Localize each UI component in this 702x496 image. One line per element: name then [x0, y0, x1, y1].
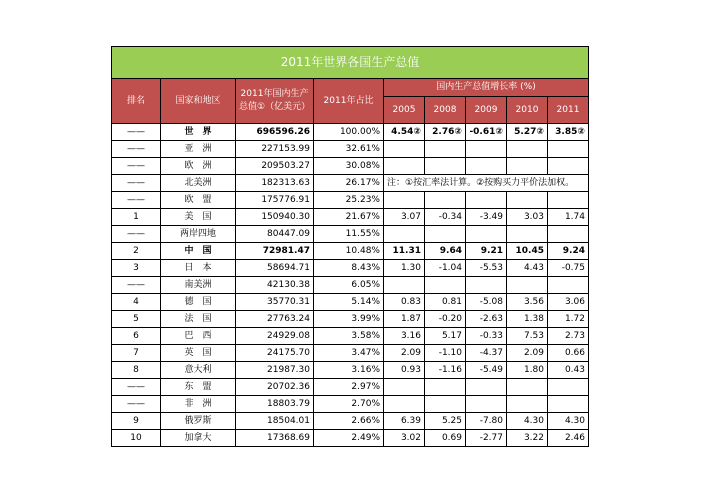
growth-cell-2005: 0.93	[384, 362, 425, 379]
growth-cell-2010: 7.53	[507, 328, 548, 345]
share-cell: 10.48%	[314, 243, 384, 260]
share-cell: 25.23%	[314, 192, 384, 209]
country-cell: 美 国	[161, 209, 236, 226]
growth-cell-2008: -0.20	[425, 311, 466, 328]
country-cell: 欧 盟	[161, 192, 236, 209]
country-cell: 德 国	[161, 294, 236, 311]
share-cell: 100.00%	[314, 124, 384, 141]
table-row	[112, 141, 589, 158]
gdp-cell: 42130.38	[236, 277, 314, 294]
table-row	[112, 362, 589, 379]
growth-cell-2009	[466, 192, 507, 209]
share-cell: 3.99%	[314, 311, 384, 328]
growth-cell-2008	[425, 226, 466, 243]
growth-cell-2009	[466, 226, 507, 243]
table-body	[112, 124, 589, 447]
table-row	[112, 328, 589, 345]
growth-cell-2010	[507, 141, 548, 158]
gdp-cell: 696596.26	[236, 124, 314, 141]
growth-cell-2008: 5.17	[425, 328, 466, 345]
share-cell: 3.47%	[314, 345, 384, 362]
share-cell: 32.61%	[314, 141, 384, 158]
country-cell: 南美洲	[161, 277, 236, 294]
growth-cell-2008	[425, 379, 466, 396]
header-gdp: 2011年国内生产总值①（亿美元）	[236, 79, 314, 124]
growth-cell-2011: 3.06	[548, 294, 589, 311]
table-row	[112, 294, 589, 311]
growth-cell-2010	[507, 192, 548, 209]
growth-cell-2010: 3.22	[507, 430, 548, 447]
share-cell: 2.97%	[314, 379, 384, 396]
growth-cell-2011	[548, 379, 589, 396]
country-cell: 非 洲	[161, 396, 236, 413]
rank-cell: ——	[112, 226, 161, 243]
table-row	[112, 158, 589, 175]
gdp-cell: 24175.70	[236, 345, 314, 362]
share-cell: 26.17%	[314, 175, 384, 192]
growth-cell-2011	[548, 277, 589, 294]
table-row	[112, 243, 589, 260]
rank-cell: ——	[112, 158, 161, 175]
gdp-table	[111, 46, 589, 447]
growth-cell-2008: -1.16	[425, 362, 466, 379]
growth-cell-2008	[425, 141, 466, 158]
growth-cell-2005: 6.39	[384, 413, 425, 430]
growth-cell-2008: 0.69	[425, 430, 466, 447]
rank-cell: 1	[112, 209, 161, 226]
growth-cell-2005	[384, 192, 425, 209]
growth-cell-2011: 1.74	[548, 209, 589, 226]
growth-cell-2011: 1.72	[548, 311, 589, 328]
gdp-cell: 17368.69	[236, 430, 314, 447]
table-row	[112, 226, 589, 243]
rank-cell: ——	[112, 396, 161, 413]
gdp-cell: 18803.79	[236, 396, 314, 413]
gdp-cell: 24929.08	[236, 328, 314, 345]
rank-cell: ——	[112, 141, 161, 158]
table-title: 2011年世界各国生产总值	[112, 47, 589, 79]
rank-cell: ——	[112, 277, 161, 294]
growth-cell-2008	[425, 277, 466, 294]
growth-cell-2005	[384, 379, 425, 396]
footnote-text: 注：①按汇率法计算。②按购买力平价法加权。	[387, 178, 575, 188]
growth-cell-2005: 3.02	[384, 430, 425, 447]
rank-cell: ——	[112, 124, 161, 141]
header-share: 2011年占比	[314, 79, 384, 124]
growth-cell-2009: -7.80	[466, 413, 507, 430]
gdp-cell: 150940.30	[236, 209, 314, 226]
growth-cell-2011	[548, 226, 589, 243]
rank-cell: 5	[112, 311, 161, 328]
growth-cell-2011	[548, 141, 589, 158]
growth-cell-2010: 10.45	[507, 243, 548, 260]
country-cell: 两岸四地	[161, 226, 236, 243]
growth-cell-2005: 3.07	[384, 209, 425, 226]
country-cell: 欧 洲	[161, 158, 236, 175]
growth-cell-2005	[384, 396, 425, 413]
growth-cell-2008: -1.10	[425, 345, 466, 362]
rank-cell: 7	[112, 345, 161, 362]
gdp-cell: 18504.01	[236, 413, 314, 430]
growth-cell-2011	[548, 158, 589, 175]
growth-cell-2005: 2.09	[384, 345, 425, 362]
growth-cell-2008: -1.04	[425, 260, 466, 277]
growth-cell-2005: 1.30	[384, 260, 425, 277]
gdp-cell: 80447.09	[236, 226, 314, 243]
gdp-cell: 21987.30	[236, 362, 314, 379]
growth-cell-2009	[466, 158, 507, 175]
growth-cell-2008: 0.81	[425, 294, 466, 311]
growth-cell-2011: 4.30	[548, 413, 589, 430]
growth-cell-2008: 5.25	[425, 413, 466, 430]
growth-cell-2009: -2.63	[466, 311, 507, 328]
rank-cell: 2	[112, 243, 161, 260]
growth-cell-2011: 0.43	[548, 362, 589, 379]
growth-cell-2009: -5.53	[466, 260, 507, 277]
country-cell: 法 国	[161, 311, 236, 328]
rank-cell: 9	[112, 413, 161, 430]
growth-cell-2010: 4.30	[507, 413, 548, 430]
growth-cell-2011: 9.24	[548, 243, 589, 260]
growth-cell-2005: 4.54②	[384, 124, 425, 141]
growth-cell-2008	[425, 396, 466, 413]
header-year-2010: 2010	[507, 97, 548, 124]
country-cell: 亚 洲	[161, 141, 236, 158]
country-cell: 意大利	[161, 362, 236, 379]
growth-cell-2011: 0.66	[548, 345, 589, 362]
gdp-cell: 227153.99	[236, 141, 314, 158]
table-row	[112, 345, 589, 362]
country-cell: 加拿大	[161, 430, 236, 447]
rank-cell: 8	[112, 362, 161, 379]
header-rank: 排名	[112, 79, 161, 124]
table-row	[112, 311, 589, 328]
growth-cell-2005: 0.83	[384, 294, 425, 311]
growth-cell-2011: 2.46	[548, 430, 589, 447]
share-cell: 5.14%	[314, 294, 384, 311]
growth-cell-2008: -0.34	[425, 209, 466, 226]
growth-cell-2011: 3.85②	[548, 124, 589, 141]
rank-cell: 4	[112, 294, 161, 311]
country-cell: 东 盟	[161, 379, 236, 396]
table-row	[112, 396, 589, 413]
share-cell: 2.66%	[314, 413, 384, 430]
share-cell: 8.43%	[314, 260, 384, 277]
growth-cell-2010: 2.09	[507, 345, 548, 362]
share-cell: 6.05%	[314, 277, 384, 294]
country-cell: 世 界	[161, 124, 236, 141]
growth-cell-2010	[507, 226, 548, 243]
table-row	[112, 277, 589, 294]
growth-cell-2009: -4.37	[466, 345, 507, 362]
table-row	[112, 413, 589, 430]
share-cell: 3.16%	[314, 362, 384, 379]
gdp-cell: 72981.47	[236, 243, 314, 260]
growth-cell-2009: 9.21	[466, 243, 507, 260]
share-cell: 21.67%	[314, 209, 384, 226]
country-cell: 日 本	[161, 260, 236, 277]
growth-cell-2009: -5.49	[466, 362, 507, 379]
country-cell: 英 国	[161, 345, 236, 362]
growth-cell-2009	[466, 379, 507, 396]
country-cell: 北美洲	[161, 175, 236, 192]
rank-cell: ——	[112, 379, 161, 396]
gdp-cell: 20702.36	[236, 379, 314, 396]
growth-cell-2008	[425, 192, 466, 209]
growth-cell-2009	[466, 277, 507, 294]
growth-cell-2010: 5.27②	[507, 124, 548, 141]
footnote-cell	[384, 175, 589, 192]
rank-cell: 6	[112, 328, 161, 345]
gdp-cell: 209503.27	[236, 158, 314, 175]
growth-cell-2011	[548, 192, 589, 209]
share-cell: 30.08%	[314, 158, 384, 175]
growth-cell-2005: 1.87	[384, 311, 425, 328]
country-cell: 中 国	[161, 243, 236, 260]
header-year-2005: 2005	[384, 97, 425, 124]
growth-cell-2010: 3.56	[507, 294, 548, 311]
growth-cell-2011: -0.75	[548, 260, 589, 277]
growth-cell-2010	[507, 158, 548, 175]
growth-cell-2005	[384, 158, 425, 175]
growth-cell-2009: -0.61②	[466, 124, 507, 141]
gdp-cell: 182313.63	[236, 175, 314, 192]
table-row	[112, 260, 589, 277]
growth-cell-2009: -5.08	[466, 294, 507, 311]
gdp-cell: 27763.24	[236, 311, 314, 328]
growth-cell-2008: 9.64	[425, 243, 466, 260]
growth-cell-2005: 3.16	[384, 328, 425, 345]
gdp-cell: 35770.31	[236, 294, 314, 311]
table-row	[112, 209, 589, 226]
rank-cell: 3	[112, 260, 161, 277]
growth-cell-2009: -0.33	[466, 328, 507, 345]
header-year-2008: 2008	[425, 97, 466, 124]
growth-cell-2011	[548, 396, 589, 413]
table-row	[112, 430, 589, 447]
growth-cell-2010	[507, 277, 548, 294]
table-row	[112, 379, 589, 396]
growth-cell-2010: 3.03	[507, 209, 548, 226]
table-row	[112, 124, 589, 141]
country-cell: 巴 西	[161, 328, 236, 345]
gdp-cell: 175776.91	[236, 192, 314, 209]
header-year-2011: 2011	[548, 97, 589, 124]
growth-cell-2009: -3.49	[466, 209, 507, 226]
rank-cell: ——	[112, 175, 161, 192]
share-cell: 2.70%	[314, 396, 384, 413]
gdp-cell: 58694.71	[236, 260, 314, 277]
growth-cell-2010	[507, 379, 548, 396]
country-cell: 俄罗斯	[161, 413, 236, 430]
growth-cell-2009	[466, 141, 507, 158]
growth-cell-2005	[384, 226, 425, 243]
growth-cell-2009	[466, 396, 507, 413]
share-cell: 11.55%	[314, 226, 384, 243]
table-row	[112, 192, 589, 209]
growth-cell-2010: 1.38	[507, 311, 548, 328]
growth-cell-2011: 2.73	[548, 328, 589, 345]
growth-cell-2009: -2.77	[466, 430, 507, 447]
header-growth-group: 国内生产总值增长率 (%)	[384, 79, 589, 97]
table-row	[112, 175, 589, 192]
growth-cell-2005	[384, 141, 425, 158]
growth-cell-2010	[507, 396, 548, 413]
header-year-2009: 2009	[466, 97, 507, 124]
growth-cell-2010: 4.43	[507, 260, 548, 277]
growth-cell-2008: 2.76②	[425, 124, 466, 141]
growth-cell-2008	[425, 158, 466, 175]
share-cell: 3.58%	[314, 328, 384, 345]
rank-cell: 10	[112, 430, 161, 447]
growth-cell-2005	[384, 277, 425, 294]
header-country: 国家和地区	[161, 79, 236, 124]
growth-cell-2005: 11.31	[384, 243, 425, 260]
share-cell: 2.49%	[314, 430, 384, 447]
rank-cell: ——	[112, 192, 161, 209]
growth-cell-2010: 1.80	[507, 362, 548, 379]
